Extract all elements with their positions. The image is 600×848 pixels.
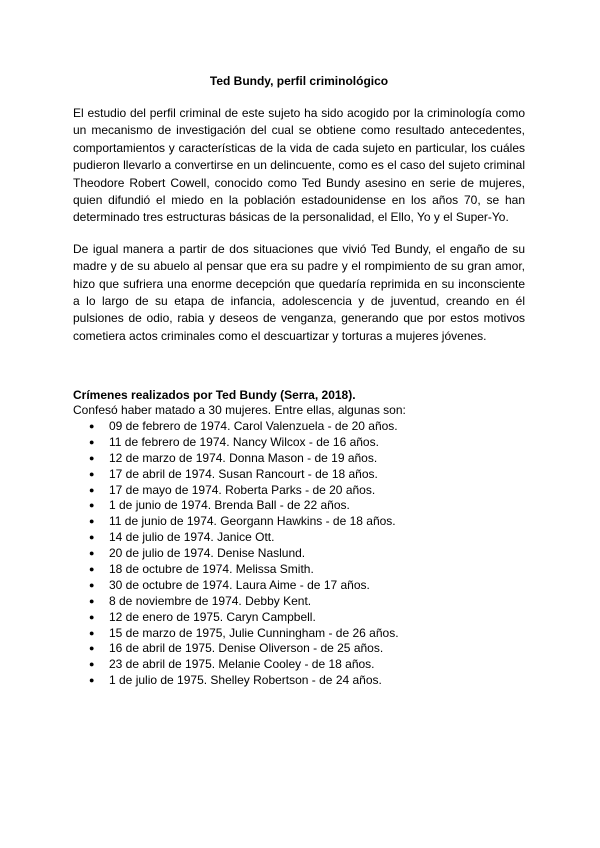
bullet-icon: ● (89, 500, 95, 511)
list-item (73, 626, 533, 642)
list-item (73, 610, 533, 626)
bullet-icon: ● (89, 564, 95, 575)
bullet-icon: ● (89, 484, 95, 495)
document-title: Ted Bundy, perfil criminológico (209, 74, 389, 88)
list-item (73, 673, 533, 689)
list-item (73, 514, 533, 530)
list-item (73, 451, 533, 467)
list-item-text: 11 de junio de 1974. Georgann Hawkins - de 18 años. (109, 514, 396, 529)
list-item-text: 14 de julio de 1974. Janice Ott. (109, 530, 275, 545)
list-item-text: 18 de octubre de 1974. Melissa Smith. (109, 562, 314, 577)
list-item (73, 562, 533, 578)
bullet-icon: ● (89, 627, 95, 638)
bullet-icon: ● (89, 611, 95, 622)
list-item-text: 09 de febrero de 1974. Carol Valenzuela - de 20 años. (109, 419, 398, 433)
bullet-icon: ● (89, 421, 95, 431)
bullet-icon: ● (89, 659, 95, 670)
list-item (73, 498, 533, 514)
paragraph-psychology: De igual manera a partir de dos situaciones que vivió Ted Bundy, el engaño de su madre y de su abuelo al pensar que era su padre y el rompimiento de su gran amor, hizo que sufriera una enorme decepción que quedaría reprimida en su inconsciente a lo largo de su etapa de infancia, adolescencia y de juventud, creando en él pulsiones de odio, rabia y deseos de venganza, generando que por estos motivos cometiera actos criminales como el descuartizar y torturas a mujeres jóvenes. (73, 241, 525, 343)
list-item-text: 17 de abril de 1974. Susan Rancourt - de 18 años. (109, 466, 378, 481)
list-item (73, 483, 533, 499)
list-item (73, 657, 533, 673)
bullet-icon: ● (89, 579, 95, 590)
list-item (73, 419, 533, 435)
document-body (73, 74, 525, 345)
list-item-text: 16 de abril de 1975. Denise Oliverson - de 25 años. (109, 641, 384, 656)
crimes-list (73, 419, 533, 689)
crimes-heading: Crímenes realizados por Ted Bundy (Serra, 2018). (73, 388, 356, 402)
list-item-text: 30 de octubre de 1974. Laura Aime - de 17 años. (109, 577, 370, 592)
list-item (73, 594, 533, 610)
list-item-text: 20 de julio de 1974. Denise Naslund. (109, 546, 306, 561)
bullet-icon: ● (89, 436, 95, 447)
crimes-intro: Confesó haber matado a 30 mujeres. Entre ellas, algunas son: (73, 403, 406, 417)
list-item-text: 11 de febrero de 1974. Nancy Wilcox - de 16 años. (109, 434, 379, 449)
list-item (73, 530, 533, 546)
list-item-text: 23 de abril de 1975. Melanie Cooley - de 18 años. (109, 657, 375, 672)
list-item-text: 12 de enero de 1975. Caryn Campbell. (109, 609, 316, 624)
list-item (73, 641, 533, 657)
list-item-text: 1 de junio de 1974. Brenda Ball - de 22 años. (109, 498, 350, 513)
list-item-text: 15 de marzo de 1975, Julie Cunningham - de 26 años. (109, 625, 399, 640)
list-item-text: 17 de mayo de 1974. Roberta Parks - de 20 años. (109, 482, 376, 497)
list-item (73, 435, 533, 451)
bullet-icon: ● (89, 452, 95, 463)
list-item-text: 12 de marzo de 1974. Donna Mason - de 19 años. (109, 450, 378, 465)
crimes-section (73, 388, 533, 689)
bullet-icon: ● (89, 468, 95, 479)
list-item (73, 578, 533, 594)
list-item-text: 8 de noviembre de 1974. Debby Kent. (109, 593, 312, 608)
bullet-icon: ● (89, 532, 95, 543)
bullet-icon: ● (89, 643, 95, 654)
paragraph-intro: El estudio del perfil criminal de este sujeto ha sido acogido por la criminología como un mecanismo de investigación del cual se obtiene como resultado antecedentes, comportamientos y características de la vida de cada sujeto en particular, los cuáles pudieron llevarlo a convertirse en un delincuente, como es el caso del sujeto criminal Theodore Robert Cowell, conocido como Ted Bundy asesino en serie de mujeres, quien difundió el miedo en la población estadounidense en los años 70, se han determinado tres estructuras básicas de la personalidad, el Ello, Yo y el Super-Yo. (73, 106, 525, 225)
list-item (73, 467, 533, 483)
list-item (73, 546, 533, 562)
bullet-icon: ● (89, 595, 95, 606)
bullet-icon: ● (89, 516, 95, 527)
bullet-icon: ● (89, 548, 95, 559)
bullet-icon: ● (89, 675, 95, 686)
list-item-text: 1 de julio de 1975. Shelley Robertson - de 24 años. (109, 673, 382, 688)
